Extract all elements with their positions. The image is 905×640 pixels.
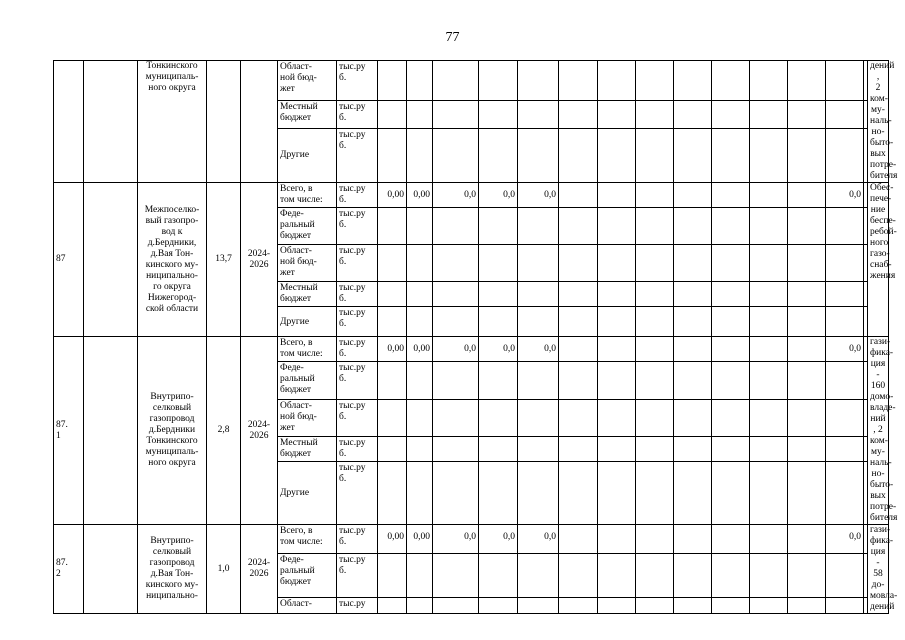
- empty-cell: [674, 183, 712, 208]
- empty-cell: [826, 245, 864, 282]
- result-cell: гази- фика- ция - 160 домо- владе- ний , 2 ком- му- наль- но- быто- вых потре- бителя: [868, 337, 889, 525]
- empty-cell: [674, 101, 712, 128]
- empty-cell: [636, 183, 674, 208]
- empty-cell: [559, 245, 598, 282]
- empty-cell: [750, 61, 788, 101]
- empty-cell: [636, 597, 674, 613]
- result-cell: дений , 2 ком- му- наль- но- быто- вых потре- бителя: [868, 61, 889, 183]
- empty-cell: [826, 554, 864, 597]
- unit-cell: тыс.ру б.: [337, 337, 378, 362]
- empty-cell: [378, 437, 407, 462]
- empty-cell: [712, 183, 750, 208]
- empty-cell: [788, 282, 826, 307]
- empty-cell: [636, 437, 674, 462]
- empty-cell: [407, 61, 433, 101]
- empty-cell: [407, 208, 433, 245]
- empty-cell: [750, 128, 788, 182]
- unit-cell: тыс.ру б.: [337, 128, 378, 182]
- empty-cell: [788, 597, 826, 613]
- empty-cell: [826, 128, 864, 182]
- empty-cell: [479, 597, 518, 613]
- funding-type-cell: Феде- ральный бюджет: [278, 554, 337, 597]
- empty-cell: [479, 101, 518, 128]
- empty-cell: [674, 362, 712, 399]
- empty-cell: [864, 101, 868, 128]
- empty-cell: [788, 101, 826, 128]
- value-cell: 0,0: [518, 183, 559, 208]
- empty-cell: [750, 525, 788, 554]
- unit-cell: тыс.ру б.: [337, 362, 378, 399]
- empty-cell: [559, 208, 598, 245]
- empty-cell: [378, 208, 407, 245]
- empty-cell: [559, 101, 598, 128]
- value-cell: 0,00: [407, 183, 433, 208]
- empty-cell: [750, 462, 788, 525]
- page-number: 77: [445, 30, 460, 45]
- empty-cell: [433, 462, 479, 525]
- empty-cell: [378, 101, 407, 128]
- empty-cell: [518, 554, 559, 597]
- empty-cell: [712, 282, 750, 307]
- empty-cell: [518, 437, 559, 462]
- empty-cell: [750, 554, 788, 597]
- empty-cell: [636, 525, 674, 554]
- row-number-cell: [54, 61, 84, 183]
- empty-cell: [674, 245, 712, 282]
- unit-cell: тыс.ру б.: [337, 307, 378, 337]
- object-name-cell: Внутрипо- селковый газопровод д.Вая Тон- кинского му- ниципально-: [138, 525, 207, 614]
- empty-cell: [864, 128, 868, 182]
- empty-cell: [788, 399, 826, 436]
- empty-cell: [636, 554, 674, 597]
- value-cell: 0,0: [433, 525, 479, 554]
- unit-cell: тыс.ру: [337, 597, 378, 613]
- length-cell: 13,7: [207, 183, 241, 337]
- funding-type-cell: Всего, в том числе:: [278, 337, 337, 362]
- empty-cell: [559, 362, 598, 399]
- empty-cell: [788, 61, 826, 101]
- value-cell: 0,0: [479, 525, 518, 554]
- empty-cell: [433, 61, 479, 101]
- budget-table-body: [54, 61, 898, 614]
- funding-type-cell: Всего, в том числе:: [278, 525, 337, 554]
- empty-cell: [479, 61, 518, 101]
- value-cell: 0,0: [479, 337, 518, 362]
- empty-cell: [433, 437, 479, 462]
- empty-cell: [826, 101, 864, 128]
- empty-cell: [479, 245, 518, 282]
- value-cell: 0,0: [826, 183, 864, 208]
- empty-cell: [864, 399, 868, 436]
- empty-cell: [750, 399, 788, 436]
- empty-cell: [636, 61, 674, 101]
- empty-cell: [479, 282, 518, 307]
- empty-cell: [864, 282, 868, 307]
- unit-cell: тыс.ру б.: [337, 437, 378, 462]
- empty-cell: [864, 554, 868, 597]
- empty-cell: [712, 307, 750, 337]
- empty-cell: [378, 128, 407, 182]
- empty-cell: [788, 208, 826, 245]
- empty-cell: [559, 554, 598, 597]
- unit-cell: тыс.ру б.: [337, 183, 378, 208]
- empty-cell: [750, 101, 788, 128]
- empty-cell: [378, 307, 407, 337]
- row-number-cell: 87: [54, 183, 84, 337]
- empty-cell: [518, 282, 559, 307]
- empty-cell: [479, 208, 518, 245]
- empty-cell: [674, 525, 712, 554]
- empty-cell: [598, 128, 636, 182]
- empty-cell: [674, 597, 712, 613]
- value-cell: 0,00: [407, 525, 433, 554]
- empty-cell: [433, 245, 479, 282]
- empty-cell: [433, 597, 479, 613]
- funding-type-cell: Област- ной бюд- жет: [278, 245, 337, 282]
- empty-cell: [636, 462, 674, 525]
- empty-cell: [378, 245, 407, 282]
- empty-cell: [712, 597, 750, 613]
- empty-cell: [407, 245, 433, 282]
- empty-cell: [433, 307, 479, 337]
- funding-type-cell: Другие: [278, 462, 337, 525]
- empty-cell: [712, 337, 750, 362]
- empty-cell: [864, 208, 868, 245]
- table-row: [54, 525, 889, 554]
- empty-cell: [518, 208, 559, 245]
- result-cell: Обес- пече- ние беспе- ребой- ного газо- снаб- жения: [868, 183, 889, 337]
- empty-cell: [788, 525, 826, 554]
- empty-cell: [750, 307, 788, 337]
- empty-cell: [788, 362, 826, 399]
- value-cell: 0,0: [433, 337, 479, 362]
- unit-cell: тыс.ру б.: [337, 101, 378, 128]
- empty-cell: [518, 399, 559, 436]
- empty-cell: [598, 597, 636, 613]
- empty-cell: [712, 61, 750, 101]
- empty-cell: [674, 399, 712, 436]
- empty-cell: [750, 282, 788, 307]
- empty-cell: [479, 554, 518, 597]
- empty-cell: [674, 307, 712, 337]
- funding-type-cell: Местный бюджет: [278, 282, 337, 307]
- empty-cell: [750, 597, 788, 613]
- empty-cell: [518, 128, 559, 182]
- empty-cell: [712, 208, 750, 245]
- value-cell: 0,0: [479, 183, 518, 208]
- empty-cell: [826, 61, 864, 101]
- funding-type-cell: Местный бюджет: [278, 437, 337, 462]
- empty-cell: [479, 362, 518, 399]
- object-name-cell: Тонкинского муниципаль- ного округа: [138, 61, 207, 183]
- value-cell: 0,00: [407, 337, 433, 362]
- empty-cell: [864, 462, 868, 525]
- years-cell: 2024- 2026: [241, 525, 278, 614]
- empty-cell: [712, 362, 750, 399]
- empty-cell: [750, 245, 788, 282]
- empty-cell: [826, 307, 864, 337]
- unit-cell: тыс.ру б.: [337, 554, 378, 597]
- empty-cell: [712, 245, 750, 282]
- empty-cell: [479, 307, 518, 337]
- table-row: [54, 183, 889, 208]
- result-cell: гази- фика- ция - 58 до- мовла- дений: [868, 525, 889, 614]
- empty-cell: [598, 525, 636, 554]
- funding-type-cell: Феде- ральный бюджет: [278, 208, 337, 245]
- empty-cell: [518, 245, 559, 282]
- empty-cell: [518, 61, 559, 101]
- empty-cell: [479, 462, 518, 525]
- unit-cell: тыс.ру б.: [337, 462, 378, 525]
- empty-cell: [598, 362, 636, 399]
- empty-cell: [407, 554, 433, 597]
- empty-cell: [788, 462, 826, 525]
- empty-cell: [479, 399, 518, 436]
- empty-cell: [559, 525, 598, 554]
- value-cell: 0,0: [826, 525, 864, 554]
- empty-cell: [712, 399, 750, 436]
- empty-cell: [407, 101, 433, 128]
- empty-cell: [598, 337, 636, 362]
- empty-cell: [378, 399, 407, 436]
- length-cell: 2,8: [207, 337, 241, 525]
- empty-cell: [407, 307, 433, 337]
- value-cell: 0,0: [518, 525, 559, 554]
- empty-cell: [712, 554, 750, 597]
- value-cell: 0,0: [433, 183, 479, 208]
- empty-cell: [636, 399, 674, 436]
- empty-cell: [712, 128, 750, 182]
- empty-cell: [518, 307, 559, 337]
- value-cell: 0,00: [378, 525, 407, 554]
- empty-cell: [559, 597, 598, 613]
- funding-type-cell: Феде- ральный бюджет: [278, 362, 337, 399]
- empty-cell: [598, 245, 636, 282]
- funding-type-cell: Другие: [278, 128, 337, 182]
- empty-cell: [433, 101, 479, 128]
- object-name-cell: Межпоселко- вый газопро- вод к д.Бердники, д.Вая Тон- кинского му- ниципально- го округа Нижегород- ской области: [138, 183, 207, 337]
- empty-cell: [674, 128, 712, 182]
- empty-cell: [378, 597, 407, 613]
- empty-cell: [559, 128, 598, 182]
- empty-cell: [826, 462, 864, 525]
- empty-cell: [636, 208, 674, 245]
- empty-cell: [433, 128, 479, 182]
- years-cell: 2024- 2026: [241, 337, 278, 525]
- length-cell: [207, 61, 241, 183]
- empty-cell: [598, 183, 636, 208]
- empty-cell: [788, 337, 826, 362]
- empty-cell: [788, 554, 826, 597]
- empty-cell: [826, 437, 864, 462]
- value-cell: 0,0: [518, 337, 559, 362]
- empty-cell: [826, 208, 864, 245]
- empty-cell: [518, 101, 559, 128]
- empty-cell: [559, 437, 598, 462]
- empty-cell: [598, 399, 636, 436]
- empty-cell: [433, 282, 479, 307]
- empty-cell: [84, 525, 138, 614]
- empty-cell: [518, 597, 559, 613]
- empty-cell: [84, 337, 138, 525]
- table-row: [54, 337, 889, 362]
- empty-cell: [788, 245, 826, 282]
- empty-cell: [636, 101, 674, 128]
- empty-cell: [84, 61, 138, 183]
- value-cell: 0,00: [378, 337, 407, 362]
- empty-cell: [674, 61, 712, 101]
- funding-type-cell: Област- ной бюд- жет: [278, 399, 337, 436]
- empty-cell: [559, 282, 598, 307]
- empty-cell: [598, 61, 636, 101]
- object-name-cell: Внутрипо- селковый газопровод д.Бердники Тонкинского муниципаль- ного округа: [138, 337, 207, 525]
- empty-cell: [518, 462, 559, 525]
- empty-cell: [407, 362, 433, 399]
- empty-cell: [674, 462, 712, 525]
- empty-cell: [674, 554, 712, 597]
- empty-cell: [636, 245, 674, 282]
- empty-cell: [674, 437, 712, 462]
- empty-cell: [479, 128, 518, 182]
- empty-cell: [674, 208, 712, 245]
- empty-cell: [712, 437, 750, 462]
- empty-cell: [864, 307, 868, 337]
- empty-cell: [636, 282, 674, 307]
- years-cell: 2024- 2026: [241, 183, 278, 337]
- empty-cell: [433, 554, 479, 597]
- empty-cell: [788, 128, 826, 182]
- empty-cell: [750, 337, 788, 362]
- value-cell: 0,0: [826, 337, 864, 362]
- unit-cell: тыс.ру б.: [337, 245, 378, 282]
- empty-cell: [864, 437, 868, 462]
- empty-cell: [598, 554, 636, 597]
- empty-cell: [479, 437, 518, 462]
- empty-cell: [750, 362, 788, 399]
- empty-cell: [407, 282, 433, 307]
- empty-cell: [378, 462, 407, 525]
- empty-cell: [407, 437, 433, 462]
- budget-table: [53, 60, 898, 614]
- empty-cell: [750, 208, 788, 245]
- unit-cell: тыс.ру б.: [337, 525, 378, 554]
- empty-cell: [750, 437, 788, 462]
- funding-type-cell: Област- ной бюд- жет: [278, 61, 337, 101]
- empty-cell: [826, 282, 864, 307]
- empty-cell: [636, 337, 674, 362]
- empty-cell: [378, 362, 407, 399]
- empty-cell: [598, 208, 636, 245]
- empty-cell: [407, 128, 433, 182]
- empty-cell: [433, 208, 479, 245]
- empty-cell: [433, 399, 479, 436]
- empty-cell: [433, 362, 479, 399]
- empty-cell: [598, 462, 636, 525]
- empty-cell: [559, 307, 598, 337]
- empty-cell: [598, 101, 636, 128]
- empty-cell: [598, 282, 636, 307]
- funding-type-cell: Област-: [278, 597, 337, 613]
- empty-cell: [378, 282, 407, 307]
- table-row: [54, 61, 889, 101]
- empty-cell: [712, 101, 750, 128]
- empty-cell: [864, 245, 868, 282]
- empty-cell: [559, 462, 598, 525]
- empty-cell: [598, 437, 636, 462]
- empty-cell: [826, 362, 864, 399]
- empty-cell: [636, 307, 674, 337]
- empty-cell: [518, 362, 559, 399]
- empty-cell: [674, 282, 712, 307]
- empty-cell: [407, 399, 433, 436]
- empty-cell: [378, 61, 407, 101]
- empty-cell: [636, 128, 674, 182]
- funding-type-cell: Другие: [278, 307, 337, 337]
- empty-cell: [788, 307, 826, 337]
- funding-type-cell: Местный бюджет: [278, 101, 337, 128]
- empty-cell: [407, 597, 433, 613]
- empty-cell: [559, 183, 598, 208]
- empty-cell: [826, 399, 864, 436]
- empty-cell: [559, 337, 598, 362]
- years-cell: [241, 61, 278, 183]
- empty-cell: [750, 183, 788, 208]
- empty-cell: [407, 462, 433, 525]
- empty-cell: [864, 597, 868, 613]
- empty-cell: [826, 597, 864, 613]
- empty-cell: [674, 337, 712, 362]
- empty-cell: [788, 437, 826, 462]
- empty-cell: [559, 399, 598, 436]
- funding-type-cell: Всего, в том числе:: [278, 183, 337, 208]
- unit-cell: тыс.ру б.: [337, 61, 378, 101]
- empty-cell: [378, 554, 407, 597]
- length-cell: 1,0: [207, 525, 241, 614]
- empty-cell: [864, 362, 868, 399]
- unit-cell: тыс.ру б.: [337, 399, 378, 436]
- row-number-cell: 87. 2: [54, 525, 84, 614]
- empty-cell: [559, 61, 598, 101]
- row-number-cell: 87. 1: [54, 337, 84, 525]
- empty-cell: [598, 307, 636, 337]
- value-cell: 0,00: [378, 183, 407, 208]
- unit-cell: тыс.ру б.: [337, 282, 378, 307]
- empty-cell: [84, 183, 138, 337]
- empty-cell: [788, 183, 826, 208]
- empty-cell: [712, 525, 750, 554]
- unit-cell: тыс.ру б.: [337, 208, 378, 245]
- empty-cell: [712, 462, 750, 525]
- empty-cell: [636, 362, 674, 399]
